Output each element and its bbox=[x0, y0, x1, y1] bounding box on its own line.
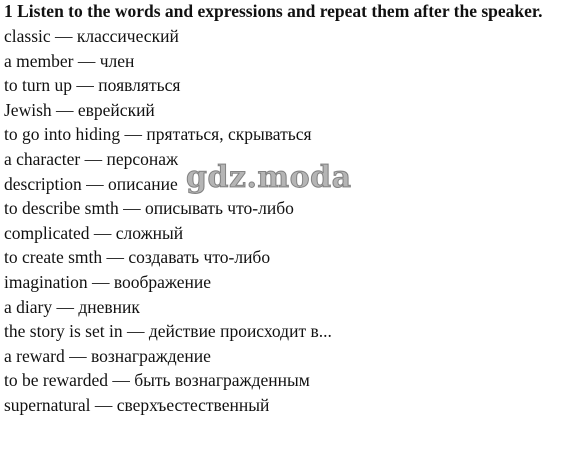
vocabulary-item: a diary — дневник bbox=[4, 296, 140, 317]
vocabulary-item: a reward — вознаграждение bbox=[4, 345, 211, 366]
vocabulary-item: classic — классический bbox=[4, 26, 179, 46]
vocabulary-item: the story is set in — действие происходит в... bbox=[4, 321, 332, 342]
vocabulary-item: to create smth — создавать что-либо bbox=[4, 247, 271, 268]
exercise-title: 1 Listen to the words and expressions and repeat them after the speaker. bbox=[4, 1, 543, 21]
vocabulary-item: to go into hiding — прятаться, скрываться bbox=[4, 124, 312, 145]
watermark: gdz.moda bbox=[186, 160, 352, 195]
vocabulary-item: to turn up — появляться bbox=[4, 75, 181, 96]
vocabulary-item: supernatural — сверхъестественный bbox=[4, 394, 270, 415]
vocabulary-item: a member — член bbox=[4, 50, 135, 71]
vocabulary-item: imagination — воображение bbox=[4, 271, 212, 292]
vocabulary-item: description — описание bbox=[4, 173, 178, 194]
vocabulary-item: to be rewarded — быть вознагражденным bbox=[4, 370, 310, 391]
vocabulary-list bbox=[4, 24, 584, 418]
exercise bbox=[4, 0, 584, 418]
vocabulary-item: to describe smth — описывать что-либо bbox=[4, 198, 294, 219]
vocabulary-item: complicated — сложный bbox=[4, 222, 184, 243]
vocabulary-item: a character — персонаж bbox=[4, 148, 179, 169]
vocabulary-item: Jewish — еврейский bbox=[4, 99, 155, 120]
